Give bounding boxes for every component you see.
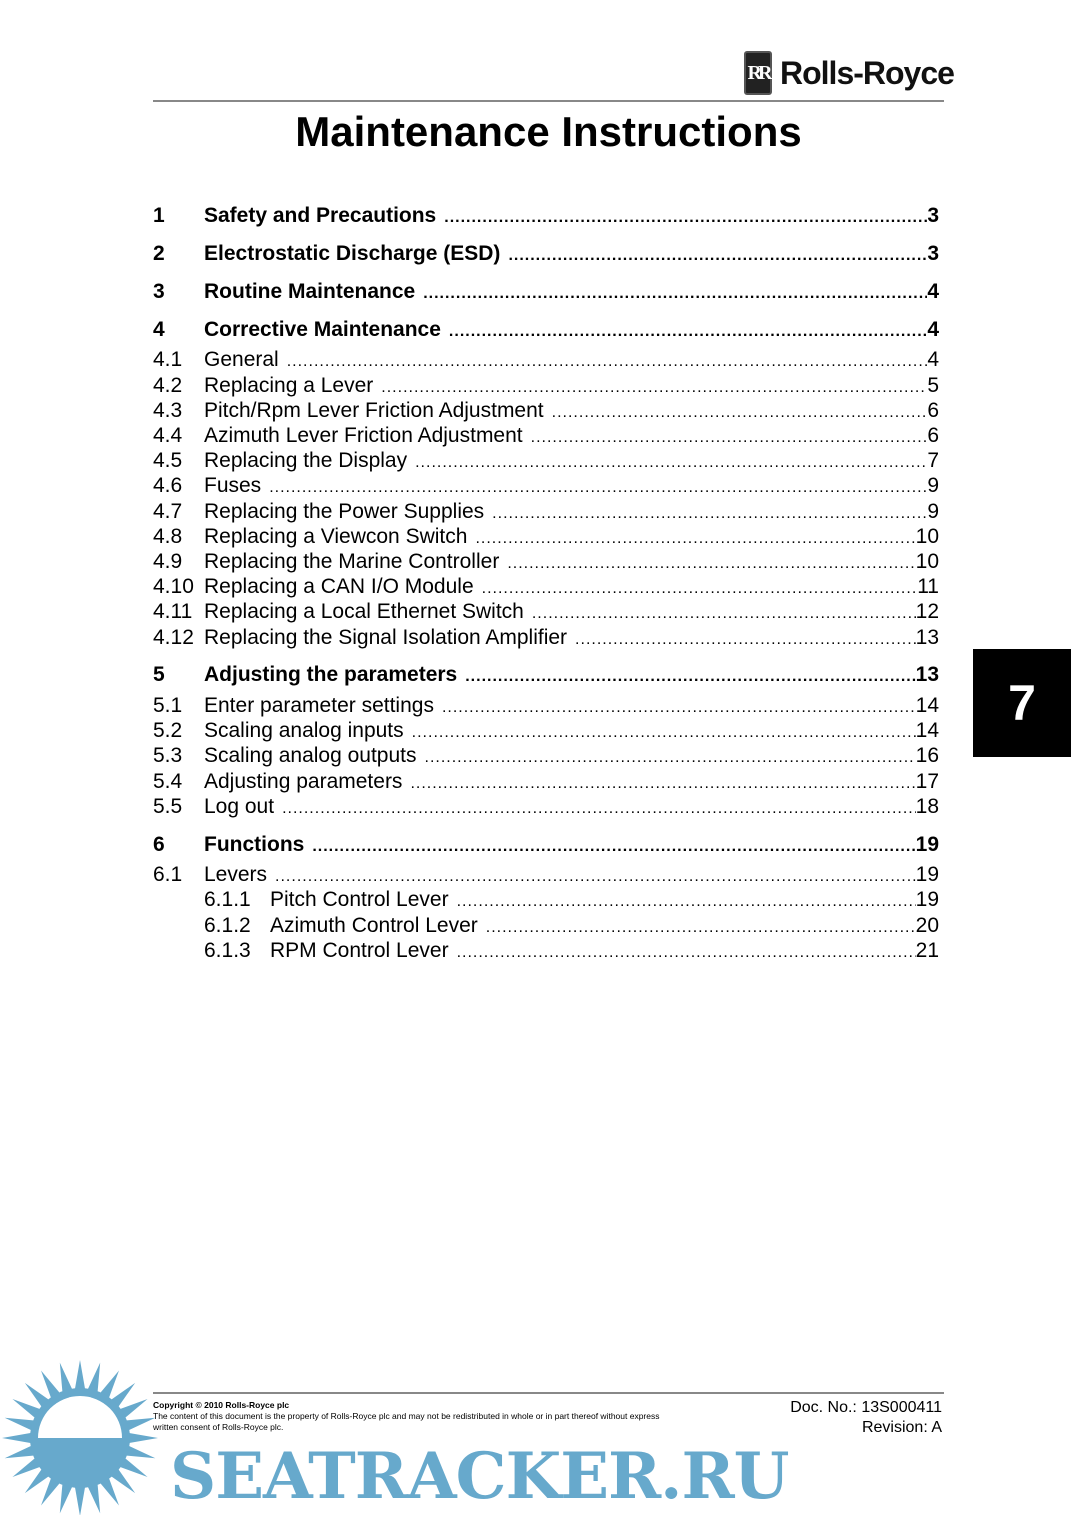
toc-title: Functions xyxy=(204,833,305,856)
toc-leader xyxy=(486,919,916,937)
toc-number: 6.1.3 xyxy=(204,939,251,962)
toc-page: 10 xyxy=(915,550,939,573)
toc-leader xyxy=(449,323,927,341)
toc-page: 11 xyxy=(917,575,939,598)
doc-number: Doc. No.: 13S000411 xyxy=(790,1399,942,1416)
toc-entry[interactable] xyxy=(153,399,939,425)
toc-leader xyxy=(475,530,915,548)
toc-number: 1 xyxy=(153,204,165,227)
toc-title: Electrostatic Discharge (ESD) xyxy=(204,242,501,265)
toc-entry[interactable] xyxy=(153,744,939,770)
toc-number: 4 xyxy=(153,318,165,341)
toc-leader xyxy=(552,404,928,422)
toc-leader xyxy=(287,353,928,371)
toc-title: General xyxy=(204,348,279,371)
toc-title: Adjusting the parameters xyxy=(204,663,458,686)
toc-entry[interactable] xyxy=(153,242,939,268)
toc-leader xyxy=(410,775,915,793)
toc-title: Replacing the Signal Isolation Amplifier xyxy=(204,626,568,649)
toc-entry[interactable] xyxy=(153,663,939,689)
toc-number: 5 xyxy=(153,663,165,686)
toc-number: 5.2 xyxy=(153,719,183,742)
toc-title: Scaling analog inputs xyxy=(204,719,404,742)
toc-number: 5.5 xyxy=(153,795,183,818)
toc-entry[interactable] xyxy=(153,500,939,526)
toc-entry[interactable] xyxy=(153,795,939,821)
rr-badge-icon: RR xyxy=(744,51,772,95)
toc-page: 9 xyxy=(927,500,939,523)
toc-page: 13 xyxy=(915,626,939,649)
toc-leader xyxy=(269,479,927,497)
toc-page: 19 xyxy=(915,833,939,856)
footer-copyright xyxy=(153,1400,673,1433)
toc-title: Replacing a CAN I/O Module xyxy=(204,575,474,598)
toc-title: Safety and Precautions xyxy=(204,204,437,227)
watermark: SEATRACKER.RU xyxy=(170,1439,789,1514)
toc-number: 4.5 xyxy=(153,449,183,472)
toc-title: RPM Control Lever xyxy=(270,939,449,962)
toc-title: Azimuth Lever Friction Adjustment xyxy=(204,424,523,447)
toc-entry[interactable] xyxy=(153,770,939,796)
brand-name: Rolls-Royce xyxy=(780,54,954,91)
toc-page: 4 xyxy=(927,280,939,303)
toc-page: 6 xyxy=(927,424,939,447)
toc-number: 5.3 xyxy=(153,744,183,767)
toc-entry[interactable] xyxy=(153,626,939,652)
toc-number: 4.3 xyxy=(153,399,183,422)
chapter-tab: 7 xyxy=(973,649,1071,757)
toc-number: 4.9 xyxy=(153,550,183,573)
toc-page: 20 xyxy=(915,914,939,937)
toc-page: 14 xyxy=(915,719,939,742)
toc-number: 6.1.2 xyxy=(204,914,251,937)
toc-number: 4.6 xyxy=(153,474,183,497)
toc-entry[interactable] xyxy=(153,863,939,889)
toc-leader xyxy=(575,631,916,649)
toc-leader xyxy=(444,209,927,227)
toc-leader xyxy=(482,580,918,598)
sun-watermark-icon xyxy=(0,1358,160,1515)
toc-entry[interactable] xyxy=(153,914,939,940)
toc-title: Log out xyxy=(204,795,275,818)
toc-page: 3 xyxy=(927,242,939,265)
toc-entry[interactable] xyxy=(153,474,939,500)
toc-leader xyxy=(457,893,916,911)
toc-title: Enter parameter settings xyxy=(204,694,434,717)
toc-number: 6 xyxy=(153,833,165,856)
toc-title: Fuses xyxy=(204,474,262,497)
toc-entry[interactable] xyxy=(153,939,939,965)
toc-page: 13 xyxy=(915,663,939,686)
toc-number: 4.8 xyxy=(153,525,183,548)
footer-doc-info xyxy=(790,1398,942,1438)
toc-page: 9 xyxy=(927,474,939,497)
toc-entry[interactable] xyxy=(153,694,939,720)
toc-entry[interactable] xyxy=(153,318,939,344)
copyright-notice: The content of this document is the property of Rolls-Royce plc and may not be redistributed in whole or in part thereof without express written consent of Rolls-Royce plc. xyxy=(153,1411,660,1432)
rolls-royce-logo xyxy=(744,51,954,95)
revision: Revision: A xyxy=(861,1419,942,1436)
copyright: Copyright © 2010 Rolls-Royce plc xyxy=(153,1400,290,1410)
toc-number: 4.1 xyxy=(153,348,183,371)
toc-page: 16 xyxy=(915,744,939,767)
toc-number: 4.4 xyxy=(153,424,183,447)
toc-number: 5.4 xyxy=(153,770,183,793)
toc-entry[interactable] xyxy=(153,550,939,576)
toc-leader xyxy=(531,429,928,447)
toc-page: 18 xyxy=(915,795,939,818)
toc-number: 3 xyxy=(153,280,165,303)
toc-entry[interactable] xyxy=(153,424,939,450)
toc-number: 6.1 xyxy=(153,863,183,886)
toc-leader xyxy=(415,454,927,472)
toc-leader xyxy=(532,605,916,623)
toc-title: Replacing a Viewcon Switch xyxy=(204,525,468,548)
toc-number: 4.12 xyxy=(153,626,194,649)
toc-entry[interactable] xyxy=(153,374,939,400)
toc-page: 4 xyxy=(927,318,939,341)
toc-leader xyxy=(457,944,916,962)
toc-title: Pitch Control Lever xyxy=(270,888,449,911)
toc-number: 6.1.1 xyxy=(204,888,251,911)
toc-title: Replacing a Lever xyxy=(204,374,374,397)
footer-rule xyxy=(153,1392,944,1394)
toc-leader xyxy=(423,285,927,303)
toc-leader xyxy=(507,555,915,573)
toc-title: Replacing the Power Supplies xyxy=(204,500,485,523)
header-rule xyxy=(153,100,944,102)
toc-title: Replacing the Marine Controller xyxy=(204,550,500,573)
page-title: Maintenance Instructions xyxy=(295,108,802,155)
toc-page: 21 xyxy=(915,939,939,962)
toc-entry[interactable] xyxy=(153,719,939,745)
toc-page: 19 xyxy=(915,888,939,911)
toc-entry[interactable] xyxy=(153,575,939,601)
toc-leader xyxy=(282,800,916,818)
toc-entry[interactable] xyxy=(153,833,939,859)
toc-page: 14 xyxy=(915,694,939,717)
toc-title: Azimuth Control Lever xyxy=(270,914,478,937)
toc-leader xyxy=(465,668,915,686)
toc-number: 4.2 xyxy=(153,374,183,397)
toc-leader xyxy=(381,379,927,397)
toc-title: Levers xyxy=(204,863,268,886)
toc-leader xyxy=(492,505,927,523)
toc-title: Scaling analog outputs xyxy=(204,744,417,767)
toc-page: 4 xyxy=(927,348,939,371)
toc-number: 2 xyxy=(153,242,165,265)
toc-number: 5.1 xyxy=(153,694,183,717)
toc-entry[interactable] xyxy=(153,348,939,374)
toc-leader xyxy=(442,699,916,717)
toc-page: 5 xyxy=(927,374,939,397)
toc-page: 12 xyxy=(915,600,939,623)
toc-page: 7 xyxy=(927,449,939,472)
toc-entry[interactable] xyxy=(153,204,939,230)
toc-page: 10 xyxy=(915,525,939,548)
toc-title: Routine Maintenance xyxy=(204,280,416,303)
toc-title: Adjusting parameters xyxy=(204,770,403,793)
toc-entry[interactable] xyxy=(153,525,939,551)
toc-number: 4.10 xyxy=(153,575,194,598)
toc-title: Replacing a Local Ethernet Switch xyxy=(204,600,524,623)
toc-leader xyxy=(425,749,916,767)
toc-entry[interactable] xyxy=(153,600,939,626)
toc-number: 4.7 xyxy=(153,500,183,523)
toc-title: Replacing the Display xyxy=(204,449,408,472)
toc-leader xyxy=(275,868,916,886)
toc-page: 3 xyxy=(927,204,939,227)
toc-title: Corrective Maintenance xyxy=(204,318,441,341)
toc-leader xyxy=(312,838,915,856)
toc-leader xyxy=(508,247,927,265)
toc-page: 17 xyxy=(915,770,939,793)
toc-entry[interactable] xyxy=(153,280,939,306)
toc-entry[interactable] xyxy=(153,888,939,914)
toc-number: 4.11 xyxy=(153,600,193,623)
toc-title: Pitch/Rpm Lever Friction Adjustment xyxy=(204,399,544,422)
toc-leader xyxy=(412,724,916,742)
toc-page: 19 xyxy=(915,863,939,886)
toc-page: 6 xyxy=(927,399,939,422)
toc-entry[interactable] xyxy=(153,449,939,475)
